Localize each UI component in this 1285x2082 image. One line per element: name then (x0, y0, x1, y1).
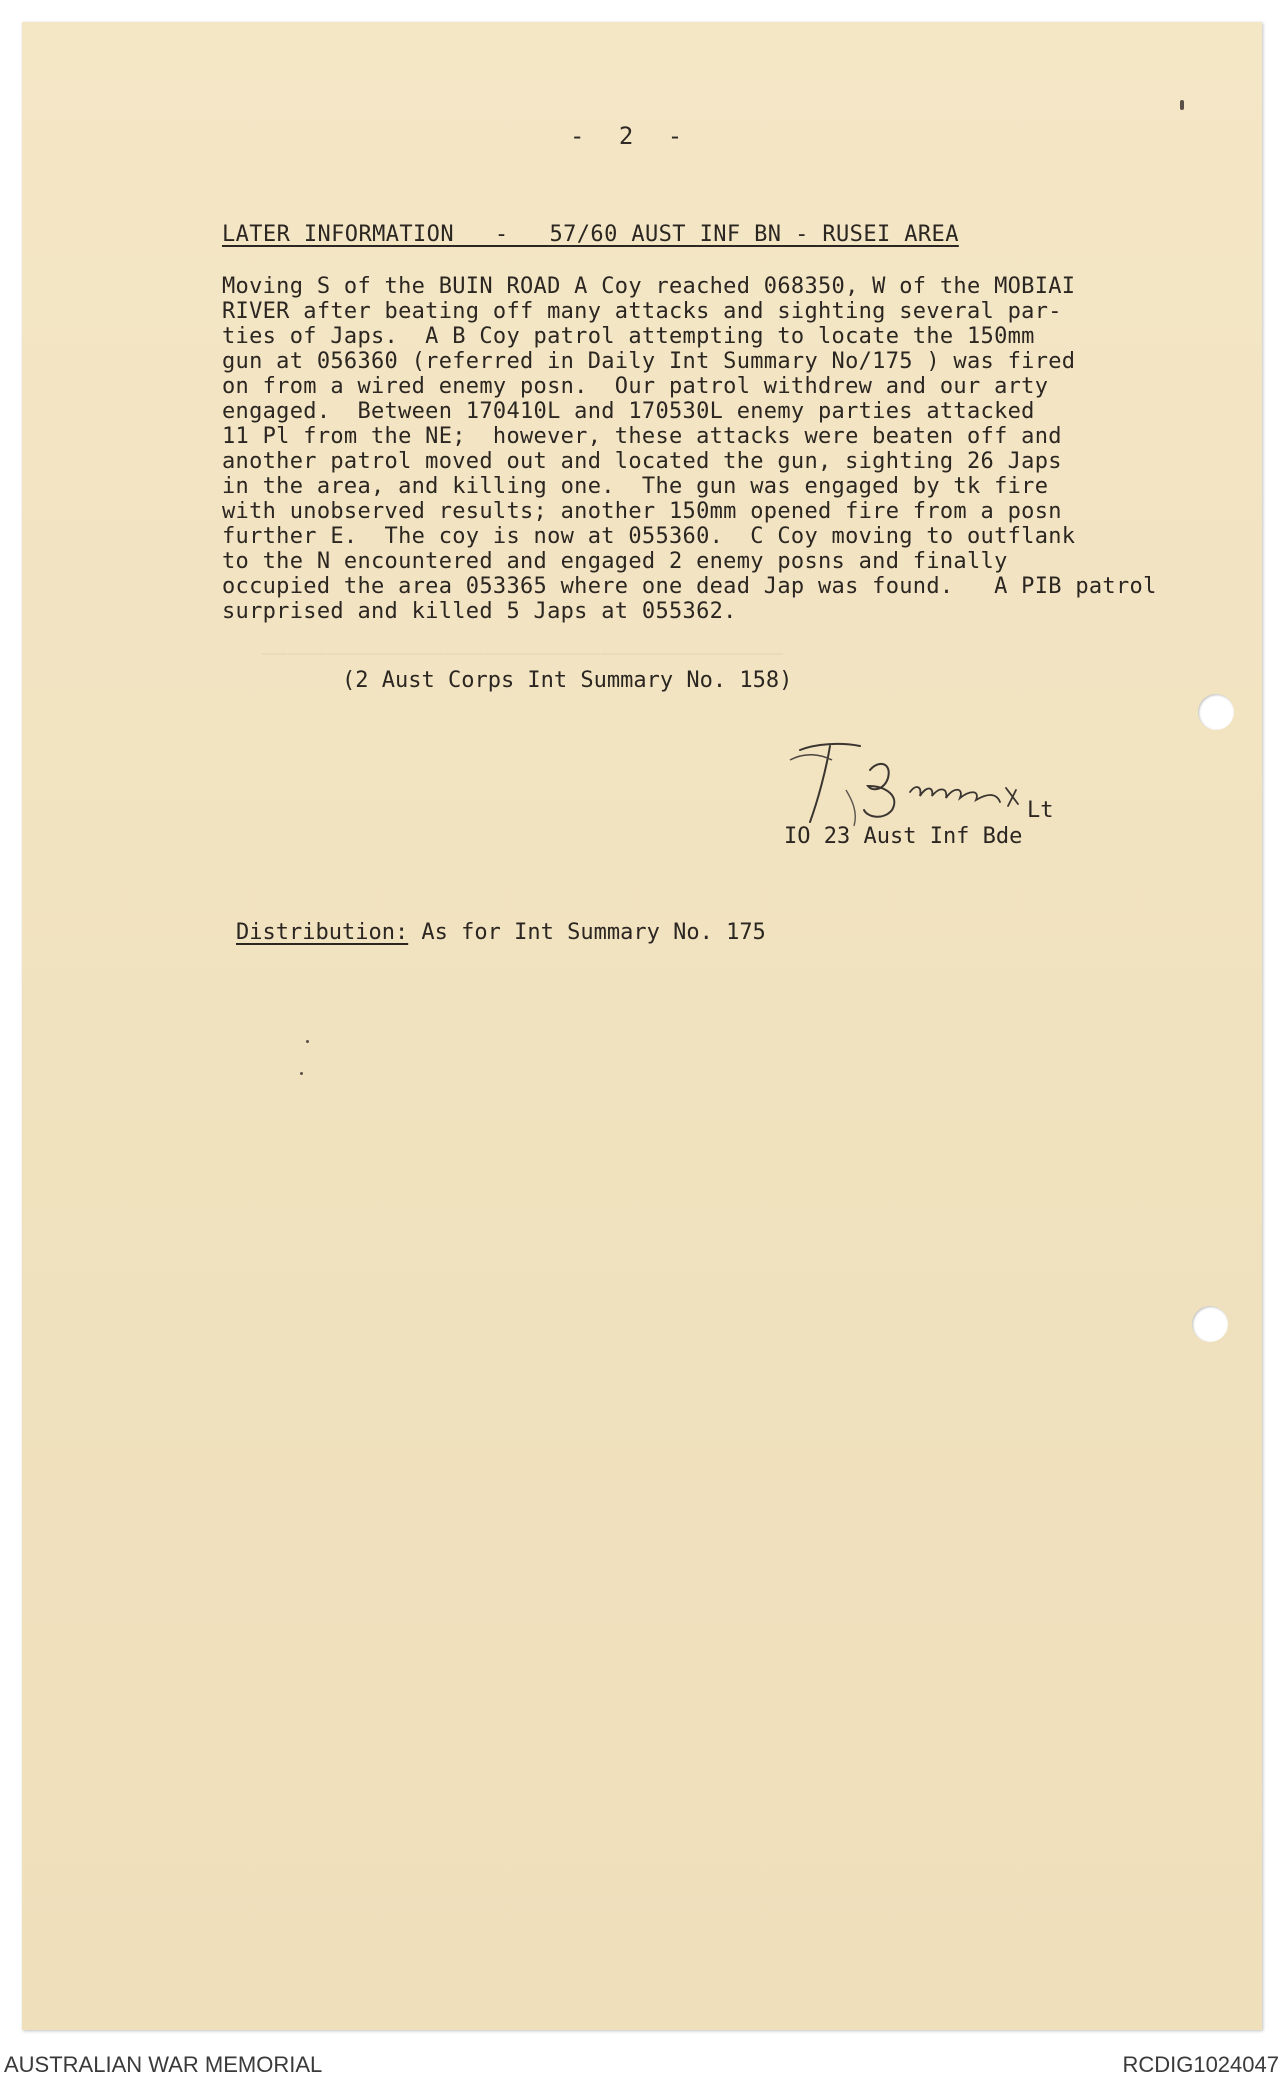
paragraph-line: on from a wired enemy posn. Our patrol withdrew and our arty (222, 374, 1049, 399)
paragraph-line: in the area, and killing one. The gun was engaged by tk fire (222, 474, 1049, 499)
signature-rank: Lt (1027, 798, 1054, 823)
punch-hole-upper (1198, 694, 1234, 730)
paragraph-line: engaged. Between 170410L and 170530L enemy parties attacked (222, 399, 1035, 424)
paragraph-line: surprised and killed 5 Japs at 055362. (222, 599, 737, 624)
footer-institution: AUSTRALIAN WAR MEMORIAL (4, 2052, 323, 2077)
report-paragraph (222, 274, 1272, 624)
section-heading: LATER INFORMATION - 57/60 AUST INF BN - RUSEI AREA (222, 222, 959, 247)
paragraph-line: with unobserved results; another 150mm opened fire from a posn (222, 499, 1062, 524)
paragraph-line: another patrol moved out and located the gun, sighting 26 Japs (222, 449, 1062, 474)
ink-speck (306, 1040, 309, 1043)
footer-record-id: RCDIG1024047 (1122, 2052, 1279, 2077)
paragraph-line: Moving S of the BUIN ROAD A Coy reached 068350, W of the MOBIAI (222, 274, 1076, 299)
ink-speck (300, 1072, 303, 1075)
source-reference: (2 Aust Corps Int Summary No. 158) (342, 668, 793, 693)
ink-speck (1180, 100, 1184, 110)
page-number: - 2 - (570, 122, 693, 150)
paragraph-line: to the N encountered and engaged 2 enemy posns and finally (222, 549, 1008, 574)
signature-title: IO 23 Aust Inf Bde (784, 824, 1023, 849)
paragraph-line: ties of Japs. A B Coy patrol attempting to locate the 150mm (222, 324, 1035, 349)
distribution-label: Distribution: (236, 920, 409, 945)
paragraph-line: occupied the area 053365 where one dead Jap was found. A PIB patrol (222, 574, 1157, 599)
archive-footer (0, 2046, 1285, 2082)
punch-hole-lower (1192, 1306, 1228, 1342)
paragraph-line: 11 Pl from the NE; however, these attacks were beaten off and (222, 424, 1062, 449)
distribution-text: As for Int Summary No. 175 (408, 920, 766, 945)
bleed-through-text: ──────────────────────────────────────── (262, 642, 784, 666)
paragraph-line: further E. The coy is now at 055360. C Coy moving to outflank (222, 524, 1076, 549)
paragraph-line: gun at 056360 (referred in Daily Int Summary No/175 ) was fired (222, 349, 1076, 374)
document-page (22, 22, 1262, 2030)
paragraph-line: RIVER after beating off many attacks and sighting several par- (222, 299, 1062, 324)
distribution-line (236, 920, 766, 945)
